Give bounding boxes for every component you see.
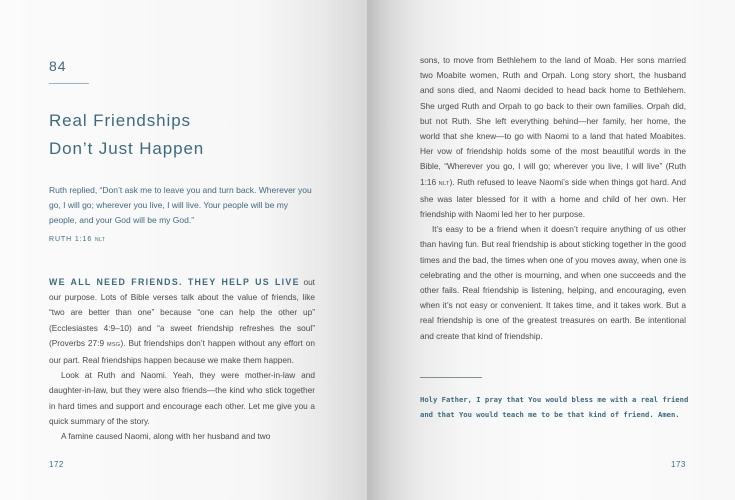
scripture-ref-text: RUTH 1:16	[49, 236, 93, 243]
paragraph-1	[49, 275, 315, 368]
page-number-right: 173	[671, 460, 686, 469]
title-divider	[49, 83, 89, 84]
paragraph-1-rest: out our purpose. Lots of Bible verses talk about the value of friends, like “two are better than one” because “one can help the other up” (Ecclesiastes 4:9–10) and “a sweet friendship refreshes the soul” (Proverbs 27:9	[49, 277, 315, 348]
paragraph-1-end: ). But friendships don’t happen without any effort on our part. Real friendships happen because we make them happen.	[49, 337, 315, 366]
paragraph-4-version: NLT	[438, 180, 450, 187]
left-body-text	[49, 275, 315, 444]
paragraph-4-start: sons, to move from Bethlehem to the land of Moab. Her sons married two Moabite women, Ruth and Orpah. Long story short, the husband and sons died, and Naomi decided to head back home to Bethlehem. She urged Ruth and Orpah to go back to their own families. Orpah did, but not Ruth. She left everything behind—her family, her home, the world that she knew—to go with Naomi to a land that hated Moabites. Her vow of friendship holds some of the most beautiful words in the Bible, “Wherever you go, I will go; wherever you live, I will live” (Ruth 1:16	[420, 55, 686, 187]
paragraph-4-end: ). Ruth refused to leave Naomi’s side when things got hard. And she was later blessed for it with a home and child of her own. Her friendship with Naomi led her to her purpose.	[420, 176, 686, 220]
paragraph-3: A famine caused Naomi, along with her husband and two	[61, 431, 271, 442]
prayer-text: Holy Father, I pray that You would bless me with a real friend and that You would teach me to be that kind of friend. Amen.	[420, 395, 689, 419]
paragraph-2: Look at Ruth and Naomi. Yeah, they were mother-in-law and daughter-in-law, but they were also friends—the kind who stick together in hard times and support and encourage each other. Let me give you a quick summary of the story.	[49, 370, 315, 426]
scripture-quote: Ruth replied, “Don’t ask me to leave you and turn back. Wherever you go, I will go; wherever you live, I will live. Your people will be my people, and your God will be my God.”	[49, 185, 312, 225]
page-number-left: 172	[49, 460, 64, 469]
left-page	[0, 0, 367, 500]
chapter-title	[49, 107, 204, 163]
right-body-text	[420, 53, 686, 344]
paragraph-4	[420, 53, 686, 222]
scripture-reference	[49, 236, 105, 243]
day-number: 84	[49, 58, 67, 74]
paragraph-5: It’s easy to be a friend when it doesn’t require anything of us other than having fun. But real friendship is about sticking together in the good times and the bad, the times when one of you moves away, when one is celebrating and the other is mourning, and when one succeeds and the other fails. Real friendship is listening, helping, and encouraging, even when it’s not easy or convenient. It takes time, and it takes work. But a real friendship is one of the greatest treasures on earth. Be intentional and create that kind of friendship.	[420, 224, 686, 341]
chapter-title-line-2: Don’t Just Happen	[49, 139, 205, 158]
prayer-divider	[420, 377, 482, 378]
paragraph-1-version: MSG	[107, 341, 121, 348]
chapter-title-line-1: Real Friendships	[49, 111, 191, 130]
lead-in: WE ALL NEED FRIENDS. THEY HELP US LIVE	[49, 277, 300, 287]
scripture-version: NLT	[94, 237, 106, 243]
